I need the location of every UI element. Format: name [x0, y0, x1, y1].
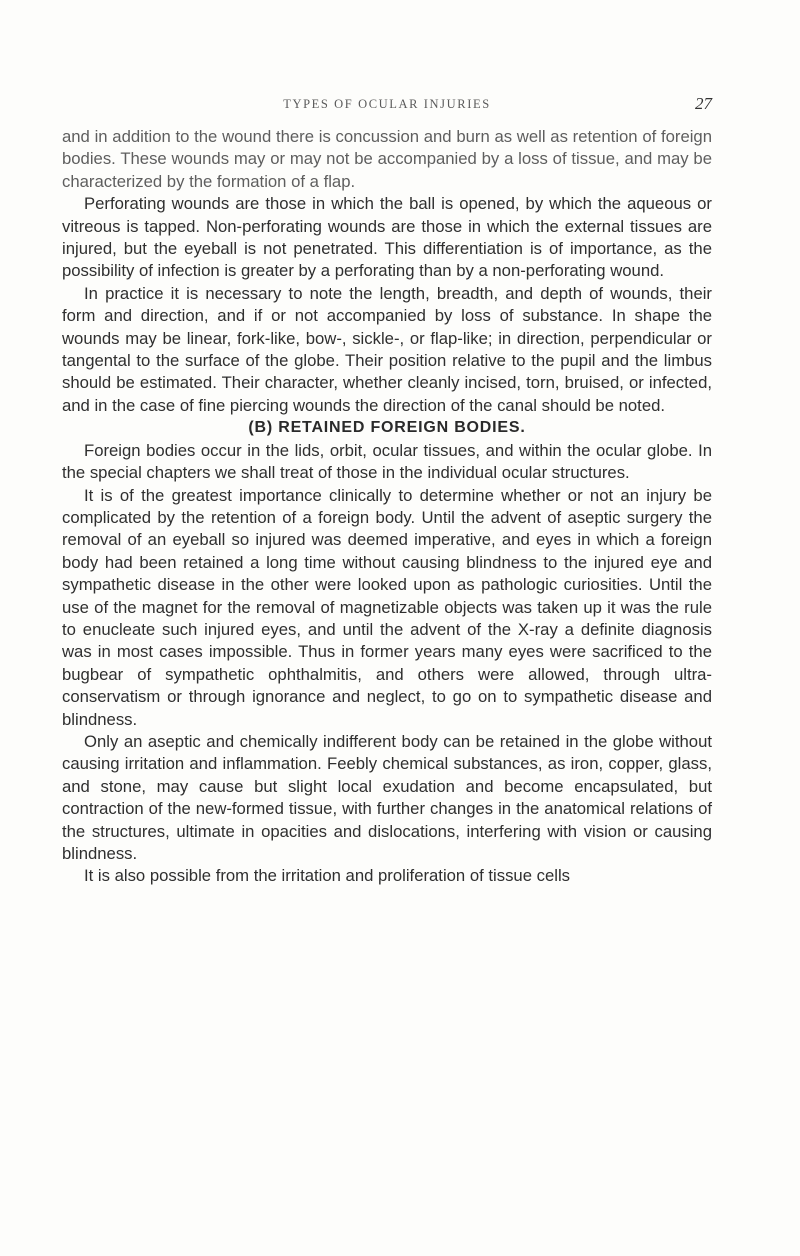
paragraph-aseptic-bodies: Only an aseptic and chemically indifferent body can be retained in the globe without causing irritation and inflammation. Feebly chemical substances, as iron, copper, glass, and stone, may cause but slight local exudation and become encapsulated, but contraction of the new-formed tissue, with further changes in the anatomical relations of the structures, ultimate in opacities and dislocations, interfering with vision or causing blindness.: [62, 731, 712, 863]
paragraph-continuation: and in addition to the wound there is concussion and burn as well as retention of foreign bodies. These wounds may or may not be accompanied by a loss of tissue, and may be characterized by the formation of a flap.: [62, 127, 712, 191]
paragraph-clinical-importance: It is of the greatest importance clinically to determine whether or not an injury be complicated by the retention of a foreign body. Until the advent of aseptic surgery the removal of an eyeball so injured was deemed imperative, and eyes in which a foreign body had been retained a long time without causing blindness to the injured eye and sympathetic disease in the other were looked upon as pathologic curiosities. Until the use of the magnet for the removal of magnetizable objects was taken up it was the rule to enucleate such injured eyes, and until the advent of the X-ray a definite diagnosis was in most cases impossible. Thus in former years many eyes were sacrificed to the bugbear of sympathetic ophthalmitis, and others were allowed, through ultra-conservatism or through ignorance and neglect, to go on to sympathetic disease and blindness.: [62, 485, 712, 729]
paragraph-foreign-body-locations: Foreign bodies occur in the lids, orbit, ocular tissues, and within the ocular globe. In the special chapters we shall treat of those in the individual ocular structures.: [62, 440, 712, 483]
paragraph-proliferation: It is also possible from the irritation and proliferation of tissue cells: [84, 866, 571, 886]
body-text: [62, 126, 712, 888]
page-number: 27: [695, 94, 712, 113]
paragraph-wound-description: In practice it is necessary to note the length, breadth, and depth of wounds, their form and direction, and if or not accompanied by loss of substance. In shape the wounds may be linear, fork-like, bow-, sickle-, or flap-like; in direction, perpendicular or tangental to the surface of the globe. Their position relative to the pupil and the limbus should be estimated. Their character, whether cleanly incised, torn, bruised, or infected, and in the case of fine piercing wounds the direction of the canal should be noted.: [62, 283, 712, 415]
running-title: TYPES OF OCULAR INJURIES: [283, 97, 491, 111]
paragraph-perforating-wounds: Perforating wounds are those in which the ball is opened, by which the aqueous or vitreous is tapped. Non-perforating wounds are those in which the external tissues are injured, but the eyeball is not penetrated. This differentiation is of importance, as the possibility of infection is greater by a perforating than by a non-perforating wound.: [62, 194, 712, 281]
section-heading: (B) RETAINED FOREIGN BODIES.: [248, 419, 526, 437]
running-head: [62, 94, 712, 118]
